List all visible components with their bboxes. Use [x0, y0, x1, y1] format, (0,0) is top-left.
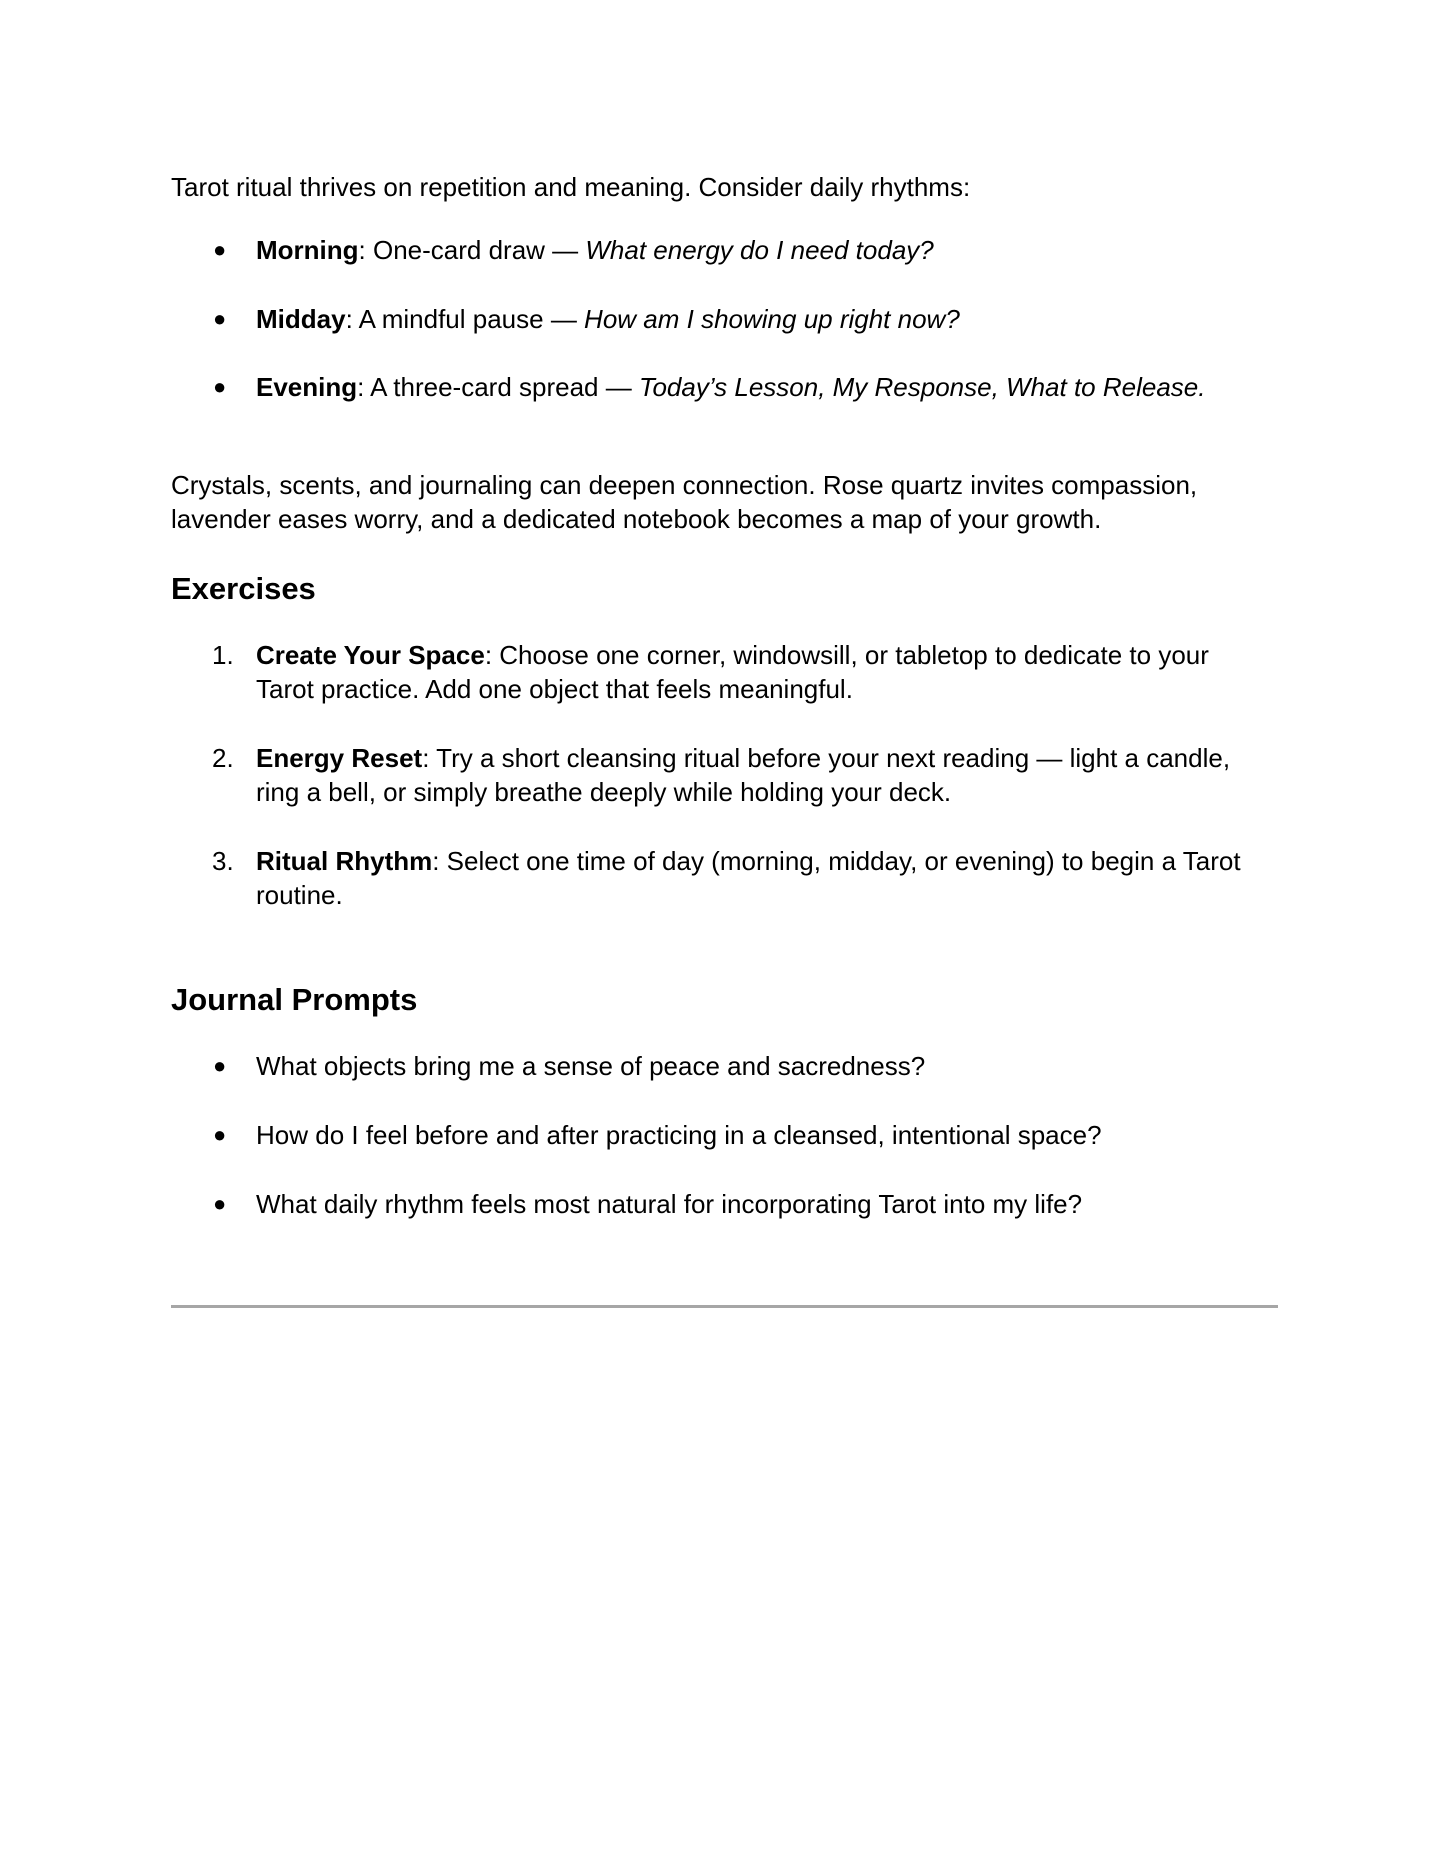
exercises-heading: Exercises: [171, 571, 316, 606]
rhythm-question: Today’s Lesson, My Response, What to Release.: [638, 372, 1206, 402]
exercise-label: Energy Reset: [256, 743, 423, 773]
bullet-icon: ●: [213, 237, 227, 262]
rhythm-label: Morning: [256, 235, 359, 265]
crystals-paragraph: Crystals, scents, and journaling can deepen connection. Rose quartz invites compassion, lavender eases worry, and a dedicated notebook becomes a map of your growth.: [171, 470, 1198, 534]
intro-paragraph: Tarot ritual thrives on repetition and meaning. Consider daily rhythms:: [171, 172, 971, 202]
bullet-icon: ●: [213, 306, 227, 331]
document-page: Tarot ritual thrives on repetition and meaning. Consider daily rhythms: ● Morning: One-card draw — What energy do I need today? ● Midday: A mindful pause — How am I showing up right now? ● Evening: A three-card spread — Today’s Lesson, My Response, What to Release. Crystals, scents, and journaling can deepen connection. Rose quartz invites compassion, lavender eases worry, and a dedicated notebook becomes a map of your growth. Exercises 1. Create Your Space: Choose one corner, windowsill, or tabletop to dedicate to your Tarot practice. Add one object that feels meaningful. 2. Energy Reset: Try a short cleansing ritual before your next reading — light a candle, ring a bell, or simply breathe deeply while holding your deck. 3. Ritual Rhythm: Select one time of day (morning, midday, or evening) to begin a Tarot routine. Journal Prompts ● What objects bring me a sense of peace and sacredness? ● How do I feel before and after practicing in a cleansed, intentional space? ● What daily rhythm feels most natural for incorporating Tarot into my life?: [0, 0, 1445, 1870]
rhythm-question: What energy do I need today?: [585, 235, 934, 265]
bullet-icon: ●: [213, 1122, 227, 1147]
journal-prompt: What daily rhythm feels most natural for incorporating Tarot into my life?: [256, 1189, 1083, 1219]
journal-prompts-heading: Journal Prompts: [171, 982, 418, 1017]
rhythm-label: Midday: [256, 304, 346, 334]
horizontal-rule: [171, 1305, 1278, 1308]
rhythm-question: How am I showing up right now?: [584, 304, 960, 334]
bullet-icon: ●: [213, 1053, 227, 1078]
list-number: 3.: [212, 846, 234, 876]
bullet-icon: ●: [213, 374, 227, 399]
rhythm-label: Evening: [256, 372, 358, 402]
list-number: 2.: [212, 743, 234, 773]
rhythm-text: : One-card draw —: [358, 235, 586, 265]
journal-prompt: How do I feel before and after practicing in a cleansed, intentional space?: [256, 1120, 1102, 1150]
bullet-icon: ●: [213, 1191, 227, 1216]
exercise-label: Create Your Space: [256, 640, 485, 670]
rhythm-text: : A three-card spread —: [357, 372, 639, 402]
exercise-label: Ritual Rhythm: [256, 846, 433, 876]
rhythm-text: : A mindful pause —: [345, 304, 585, 334]
list-number: 1.: [212, 640, 234, 670]
journal-prompt: What objects bring me a sense of peace and sacredness?: [256, 1051, 926, 1081]
